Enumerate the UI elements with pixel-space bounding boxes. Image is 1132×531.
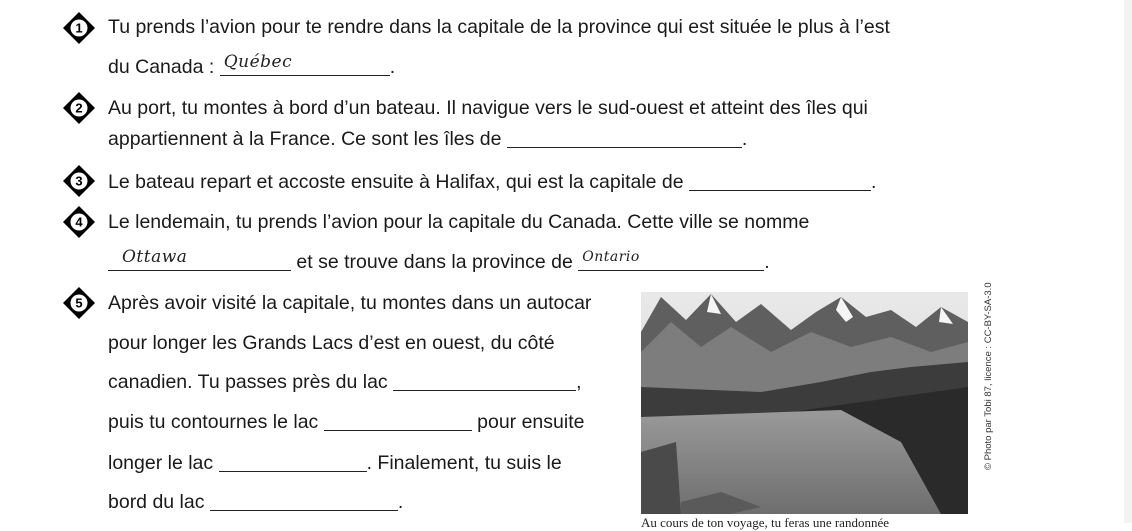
lake-4-blank[interactable] bbox=[210, 490, 398, 511]
capital-blank[interactable] bbox=[108, 247, 291, 271]
handwritten-answer-ontario: Ontario bbox=[582, 249, 640, 265]
step-5-line-4: puis tu contournes le lac pour ensuite bbox=[108, 411, 585, 433]
islands-blank[interactable] bbox=[507, 127, 742, 148]
step-1-line-2: du Canada : Québec . bbox=[108, 52, 396, 78]
step-1-line-1: Tu prends l’avion pour te rendre dans la capitale de la province qui est située le plus à l’est bbox=[108, 16, 890, 38]
halifax-province-blank[interactable] bbox=[689, 170, 871, 191]
capital-province-blank[interactable] bbox=[578, 250, 764, 271]
step-1-text: du Canada : bbox=[108, 56, 215, 78]
photo-credit: © Photo par Tobi 87, licence : CC-BY-SA-3.0 bbox=[983, 282, 994, 470]
step-5-line-2: pour longer les Grands Lacs d’est en ouest, du côté bbox=[108, 332, 555, 354]
step-5-badge bbox=[62, 286, 96, 320]
step-4-number: 4 bbox=[75, 214, 83, 230]
step-5-line-5: longer le lac . Finalement, tu suis le bbox=[108, 452, 562, 474]
step-3-line-1: Le bateau repart et accoste ensuite à Halifax, qui est la capitale de . bbox=[108, 171, 877, 193]
step-1-number: 1 bbox=[75, 20, 83, 36]
scrollbar-track[interactable] bbox=[1124, 0, 1132, 523]
step-2-badge bbox=[62, 91, 96, 125]
step-3-number: 3 bbox=[75, 173, 83, 189]
step-2-line-2: appartiennent à la France. Ce sont les îles de . bbox=[108, 128, 748, 150]
step-3-badge bbox=[62, 164, 96, 198]
step-4-line-1: Le lendemain, tu prends l’avion pour la capitale du Canada. Cette ville se nomme bbox=[108, 211, 810, 233]
lake-2-blank[interactable] bbox=[324, 410, 472, 431]
step-5-line-6: bord du lac . bbox=[108, 491, 404, 513]
step-4-badge bbox=[62, 205, 96, 239]
step-5-line-1: Après avoir visité la capitale, tu montes dans un autocar bbox=[108, 292, 592, 314]
step-2-number: 2 bbox=[75, 100, 83, 116]
handwritten-answer-ottawa: Ottawa bbox=[122, 247, 188, 267]
handwritten-answer-quebec: Québec bbox=[223, 52, 293, 72]
step-5-line-3: canadien. Tu passes près du lac , bbox=[108, 371, 582, 393]
mountain-lake-photo bbox=[641, 292, 968, 514]
lake-1-blank[interactable] bbox=[393, 370, 576, 391]
photo-caption: Au cours de ton voyage, tu feras une randonnée bbox=[641, 515, 889, 530]
lake-3-blank[interactable] bbox=[219, 451, 367, 472]
step-1-badge bbox=[62, 11, 96, 45]
step-4-line-2: Ottawa et se trouve dans la province de Ontario . bbox=[108, 250, 770, 274]
step-2-line-1: Au port, tu montes à bord d’un bateau. Il navigue vers le sud-ouest et atteint des îles qui bbox=[108, 97, 868, 119]
step-5-number: 5 bbox=[75, 295, 83, 311]
